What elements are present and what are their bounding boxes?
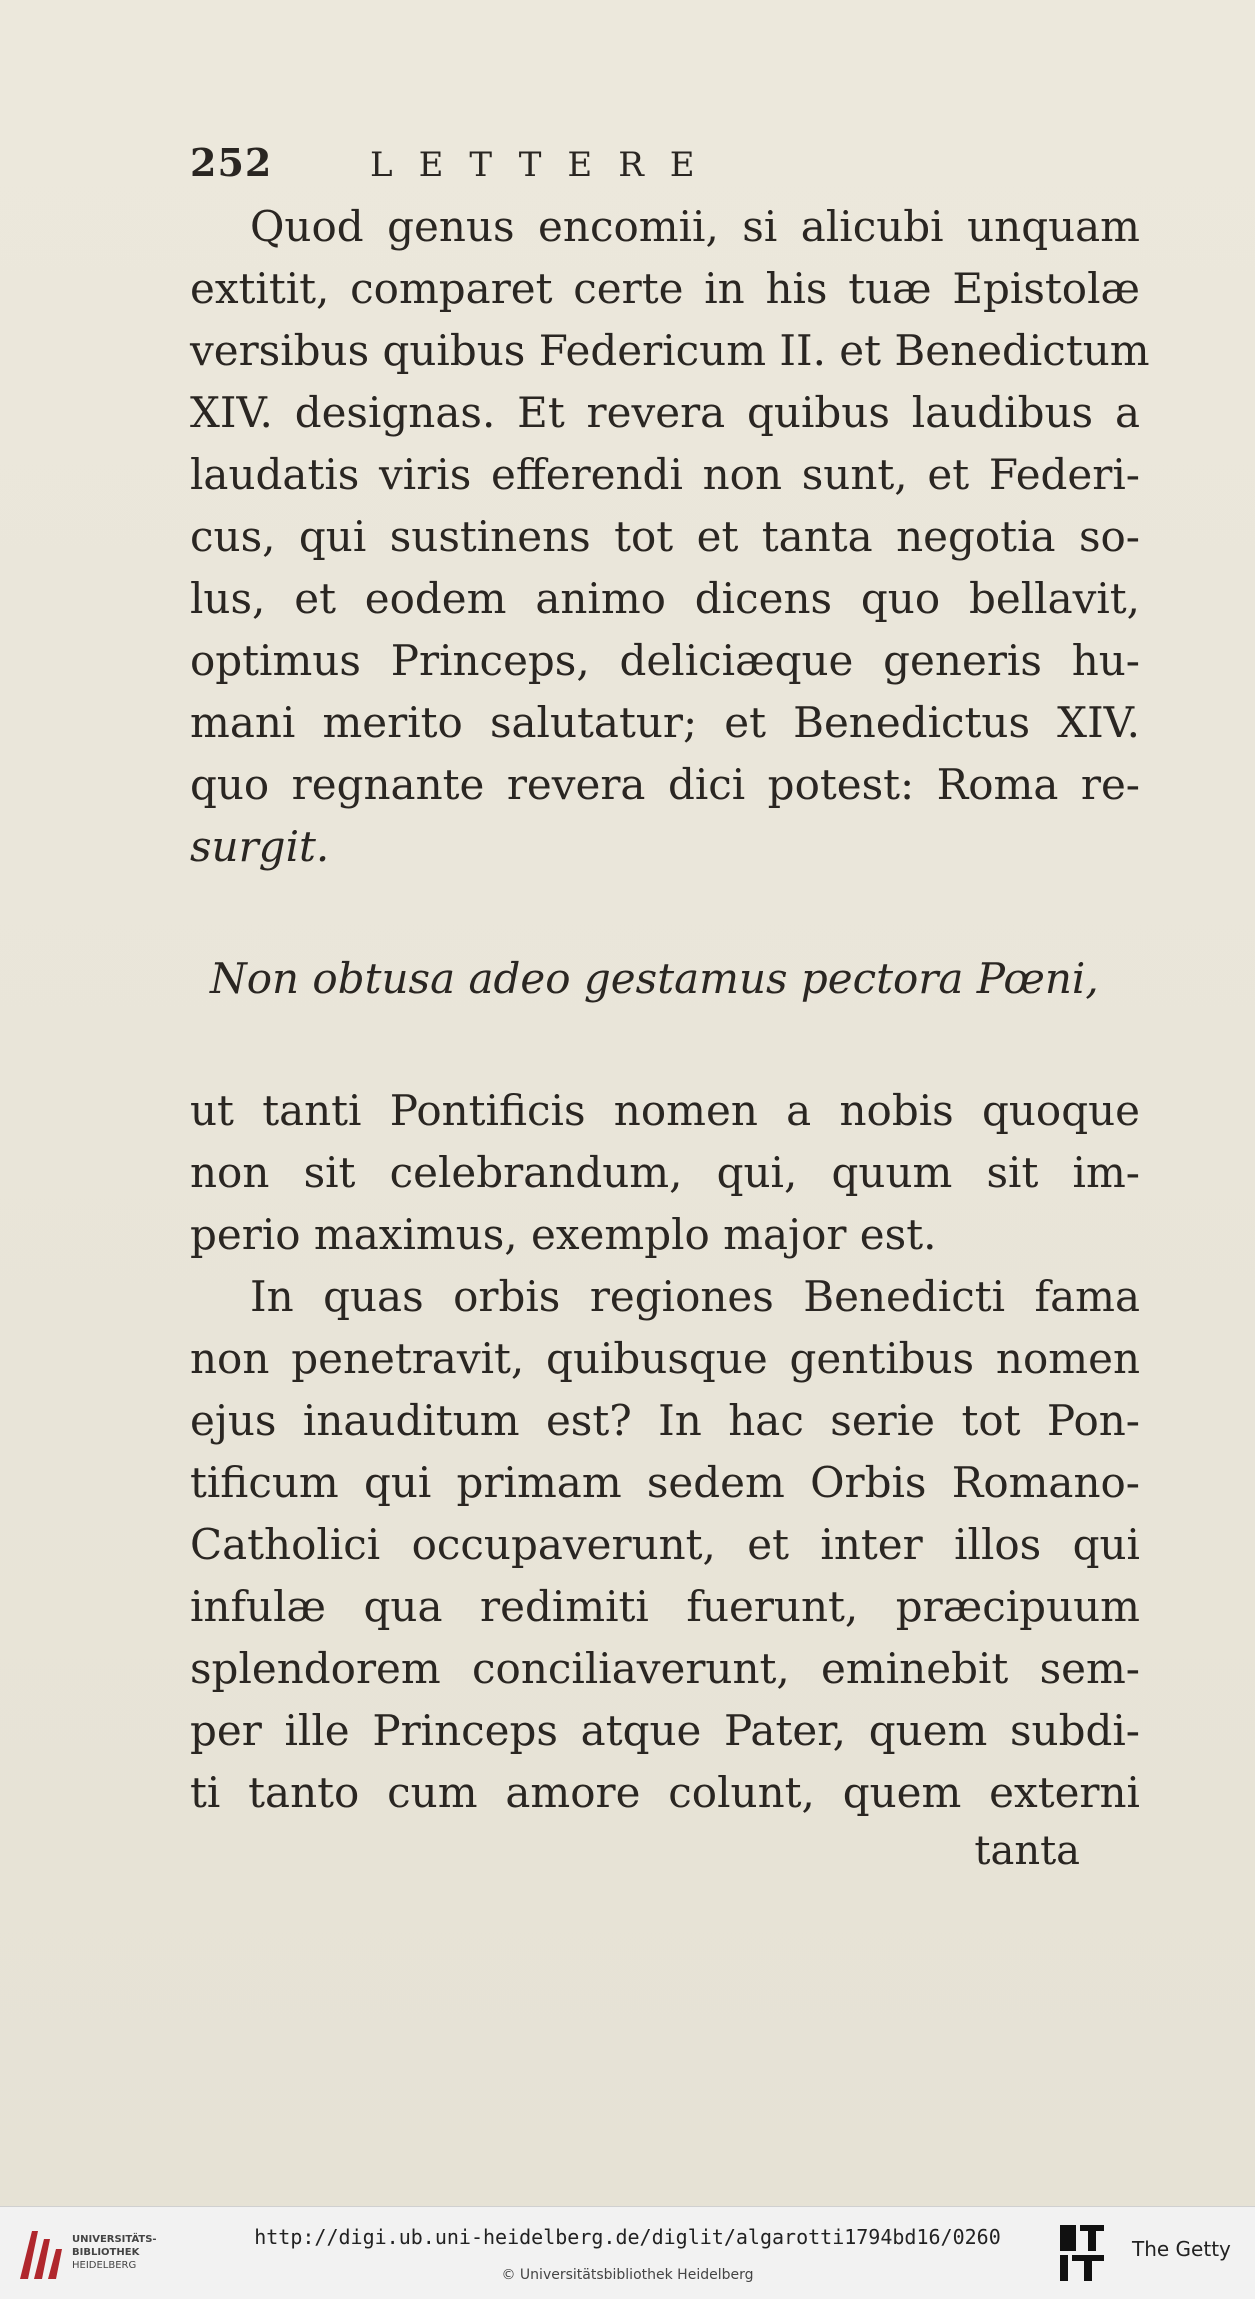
text-line: XIV. designas. Et revera quibus laudibus a [190, 388, 1140, 437]
library-name-line: BIBLIOTHEK [72, 2247, 140, 2258]
permalink-url[interactable]: http://digi.ub.uni-heidelberg.de/diglit/algarotti1794bd16/0260 [254, 2225, 1001, 2249]
text-line: In quas orbis regiones Benedicti fama [250, 1272, 1140, 1321]
text-line: ejus inauditum est? In hac serie tot Pon- [190, 1396, 1140, 1445]
text-line: tificum qui primam sedem Orbis Romano- [190, 1458, 1140, 1507]
page-number: 252 [190, 140, 273, 185]
text-line: Catholici occupaverunt, et inter illos qui [190, 1520, 1140, 1569]
text-line: non sit celebrandum, qui, quum sit im- [190, 1148, 1140, 1197]
page-header [190, 140, 1140, 196]
text-line: Quod genus encomii, si alicubi unquam [250, 202, 1140, 251]
text-line: ti tanto cum amore colunt, quem externi [190, 1768, 1140, 1817]
text-line: extitit, comparet certe in his tuæ Epistolæ [190, 264, 1140, 313]
text-line: perio maximus, exemplo major est. [190, 1210, 937, 1259]
copyright-notice: © Universitätsbibliothek Heidelberg [501, 2267, 754, 2283]
text-line: versibus quibus Federicum II. et Benedictum [190, 326, 1150, 375]
text-line: cus, qui sustinens tot et tanta negotia so- [190, 512, 1140, 561]
viewer-footer [0, 2206, 1255, 2299]
catchword: tanta [974, 1828, 1080, 1874]
text-line: ut tanti Pontificis nomen a nobis quoque [190, 1086, 1140, 1135]
running-title: LETTERE [370, 145, 721, 185]
paragraph-3 [190, 1266, 1140, 1824]
getty-logo-icon [1058, 2221, 1106, 2285]
text-line: mani merito salutatur; et Benedictus XIV. [190, 698, 1140, 747]
text-line: surgit. [190, 822, 330, 871]
paragraph-2 [190, 1080, 1140, 1266]
text-line: non penetravit, quibusque gentibus nomen [190, 1334, 1140, 1383]
paragraph-1 [190, 196, 1150, 878]
text-line: optimus Princeps, deliciæque generis hu- [190, 636, 1140, 685]
text-line: per ille Princeps atque Pater, quem subdi- [190, 1706, 1140, 1755]
text-line: laudatis viris efferendi non sunt, et Federi- [190, 450, 1140, 499]
text-line: lus, et eodem animo dicens quo bellavit, [190, 574, 1140, 623]
verse-quote: Non obtusa adeo gestamus pectora Pœni, [210, 954, 1099, 1003]
partner-name: The Getty [1132, 2237, 1231, 2261]
text-line: splendorem conciliaverunt, eminebit sem- [190, 1644, 1140, 1693]
text-line: infulæ qua redimiti fuerunt, præcipuum [190, 1582, 1140, 1631]
page-content [190, 140, 1150, 1874]
library-name-line: UNIVERSITÄTS- [72, 2234, 157, 2245]
text-line: quo regnante revera dici potest: Roma re- [190, 760, 1140, 809]
library-name-line: HEIDELBERG [72, 2260, 137, 2271]
